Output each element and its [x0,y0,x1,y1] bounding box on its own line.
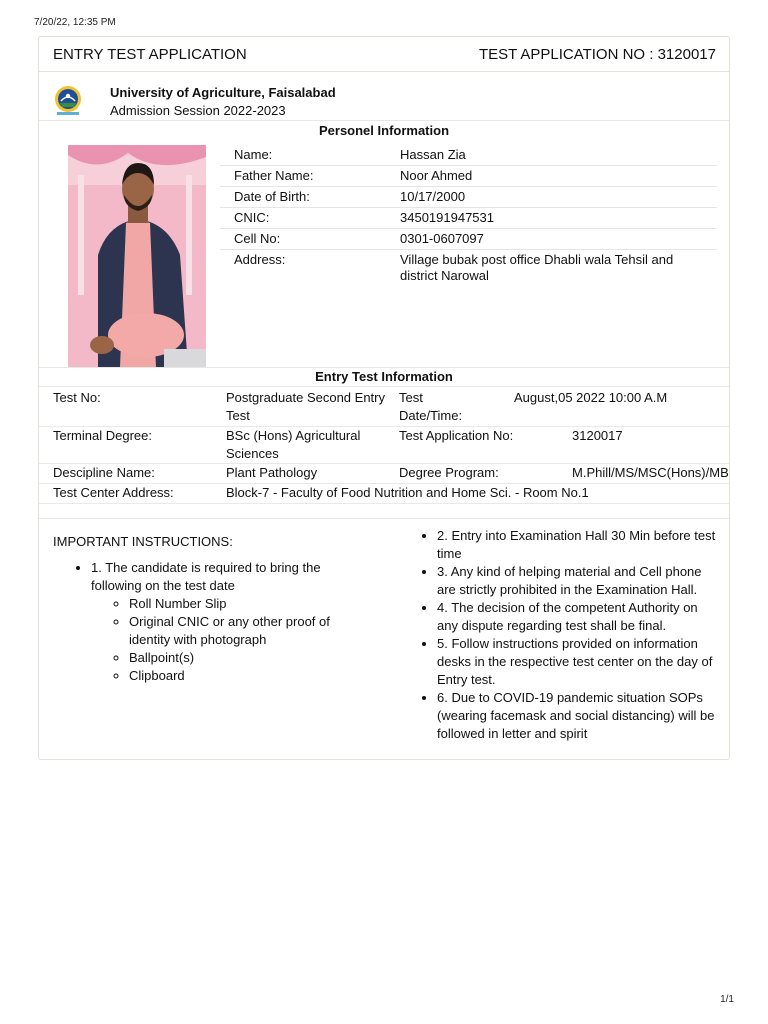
divider [39,386,729,387]
test-center-label: Test Center Address: [53,485,174,500]
university-crest-icon [52,85,84,117]
candidate-photo [68,145,206,367]
cnic-value: 3450191947531 [400,210,494,225]
personal-info-table [220,145,717,286]
list-item: • 2. Entry into Examination Hall 30 Min before test time [437,527,717,563]
test-no-label: Test No: [53,390,101,405]
discipline-value: Plant Pathology [226,465,318,480]
print-date: 7/20/22, 12:35 PM [34,17,116,28]
divider [39,503,729,504]
cell-no-value: 0301-0607097 [400,231,484,246]
table-row [220,187,717,208]
table-row [220,145,717,166]
address-value: Village bubak post office Dhabli wala Tehsil and district Narowal [400,252,674,283]
list-item: • 3. Any kind of helping material and Cell phone are strictly prohibited in the Examination Hall. [437,563,717,599]
instruction-1: 1. The candidate is required to bring the following on the test date [91,560,321,593]
instructions-left [53,533,373,685]
list-item: ◦ Original CNIC or any other proof of identity with photograph [129,613,373,649]
table-row [220,208,717,229]
card-header [39,37,729,72]
list-item [91,559,373,685]
table-row [220,250,717,286]
father-name-value: Noor Ahmed [400,168,473,183]
degree-program-label: Degree Program: [399,465,499,480]
list-item: • 6. Due to COVID-19 pandemic situation SOPs (wearing facemask and social distancing) will be followed in letter and spirit [437,689,717,743]
cell-no-label: Cell No: [234,231,281,246]
test-datetime-label: Test Date/Time: [399,390,463,423]
list-item: • 5. Follow instructions provided on information desks in the respective test center on the day of Entry test. [437,635,717,689]
name-label: Name: [234,147,273,162]
application-number: TEST APPLICATION NO : 3120017 [478,45,716,63]
name-value: Hassan Zia [400,147,466,162]
page-title: ENTRY TEST APPLICATION [53,45,247,63]
admission-session: Admission Session 2022-2023 [110,103,286,118]
list-item: ◦ Ballpoint(s) [129,649,373,667]
terminal-degree-label: Terminal Degree: [53,428,152,443]
terminal-degree-value: BSc (Hons) Agricultural Sciences [226,428,361,461]
table-row [220,166,717,187]
test-center-value: Block-7 - Faculty of Food Nutrition and Home Sci. - Room No.1 [226,485,589,500]
university-name: University of Agriculture, Faisalabad [110,85,336,100]
application-no-label: Test Application No: [399,428,514,443]
address-label: Address: [234,252,286,267]
father-name-label: Father Name: [234,168,314,183]
table-row [220,229,717,250]
list-item: ◦ Clipboard [129,667,373,685]
degree-program-value: M.Phill/MS/MSC(Hons)/MB [572,465,729,480]
page-number: 1/1 [720,994,734,1005]
divider [39,367,729,368]
entry-test-title: Entry Test Information [315,369,453,384]
divider [39,518,729,519]
dob-value: 10/17/2000 [400,189,466,204]
required-items-list [91,595,373,685]
application-no-value: 3120017 [572,428,623,443]
personal-info-title: Personel Information [318,123,450,138]
instructions-heading: IMPORTANT INSTRUCTIONS: [53,534,233,549]
instructions-list [397,527,717,743]
dob-label: Date of Birth: [234,189,310,204]
test-datetime-value: August,05 2022 10:00 A.M [514,390,668,405]
list-item: ◦ Roll Number Slip [129,595,373,613]
application-card [38,36,730,760]
discipline-label: Descipline Name: [53,465,155,480]
cnic-label: CNIC: [234,210,270,225]
list-item: • 4. The decision of the competent Authority on any dispute regarding test shall be final. [437,599,717,635]
instructions-right [397,527,717,743]
instructions-list [53,559,373,685]
test-no-value: Postgraduate Second Entry Test [226,390,385,423]
